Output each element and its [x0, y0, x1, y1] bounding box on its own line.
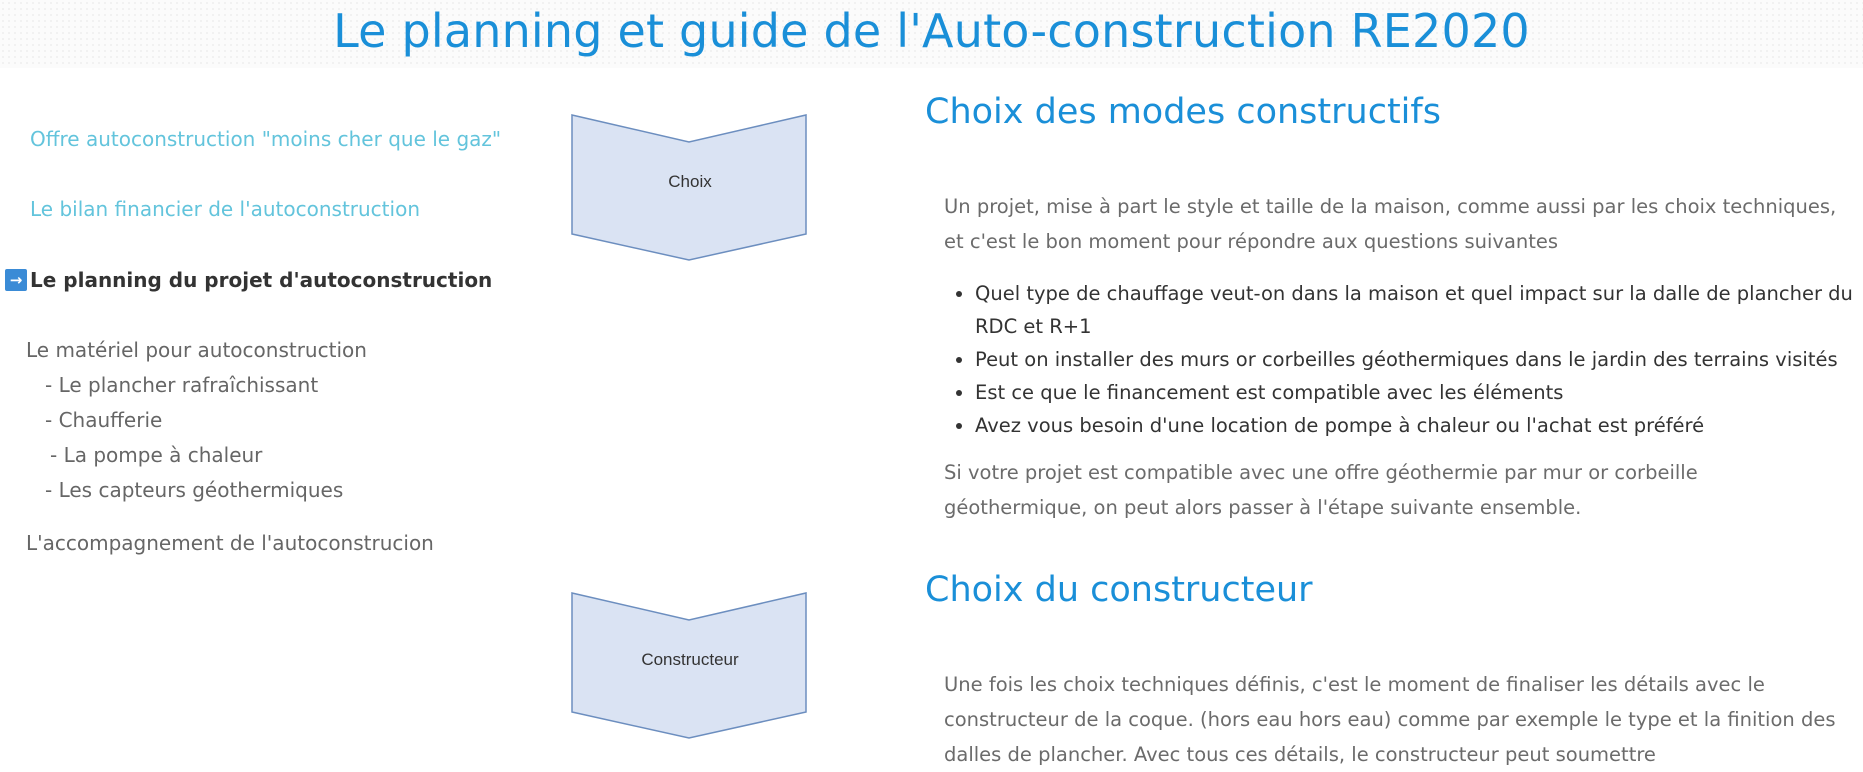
nav-subitem-pompe[interactable]: - La pompe à chaleur: [50, 443, 263, 467]
flow-label-constructeur: Constructeur: [641, 650, 739, 669]
nav-subitem-plancher[interactable]: - Le plancher rafraîchissant: [45, 373, 319, 397]
nav-current-label: Le planning du projet d'autoconstruction: [30, 268, 493, 292]
section-intro-constructeur: Une fois les choix techniques définis, c'est le moment de finaliser les détails avec le constructeur de la coque. (hors eau hors eau) comme par exemple le type et la finition des dalles de plancher. Avec tous ces détails, le constructeur peut soumettre: [944, 673, 1836, 766]
list-item: • Quel type de chauffage veut-on dans la maison et quel impact sur la dalle de plancher du RDC et R+1: [975, 277, 1855, 343]
list-item: • Avez vous besoin d'une location de pompe à chaleur ou l'achat est préféré: [975, 409, 1855, 442]
section-title-constructeur: Choix du constructeur: [925, 570, 1313, 610]
section-outro-modes: Si votre projet est compatible avec une offre géothermie par mur or corbeille géothermique, on peut alors passer à l'étape suivante ensemble.: [944, 461, 1698, 519]
nav-current-item[interactable]: [5, 268, 492, 292]
flow-step-constructeur: [571, 592, 809, 740]
nav-subitem-chaufferie[interactable]: - Chaufferie: [45, 408, 163, 432]
section-intro-modes: Un projet, mise à part le style et taille de la maison, comme aussi par les choix techniques, et c'est le bon moment pour répondre aux questions suivantes: [944, 195, 1837, 253]
list-item: • Peut on installer des murs or corbeilles géothermiques dans le jardin des terrains visités: [975, 343, 1855, 376]
nav-item-materiel[interactable]: Le matériel pour autoconstruction: [26, 338, 367, 362]
flow-label-choix: Choix: [668, 172, 712, 191]
question-list: [944, 277, 1855, 442]
nav-link-offre[interactable]: Offre autoconstruction "moins cher que le gaz": [30, 127, 502, 151]
page-header: [0, 0, 1863, 68]
list-item: • Est ce que le financement est compatible avec les éléments: [975, 376, 1855, 409]
nav-subitem-capteurs[interactable]: - Les capteurs géothermiques: [45, 478, 344, 502]
page-title: Le planning et guide de l'Auto-construction RE2020: [333, 4, 1530, 58]
flow-step-choix: [571, 114, 809, 262]
nav-item-accompagnement[interactable]: L'accompagnement de l'autoconstrucion: [26, 531, 434, 555]
section-title-modes: Choix des modes constructifs: [925, 92, 1441, 132]
nav-link-bilan[interactable]: Le bilan financier de l'autoconstruction: [30, 197, 420, 221]
arrow-right-icon: →: [5, 269, 27, 291]
